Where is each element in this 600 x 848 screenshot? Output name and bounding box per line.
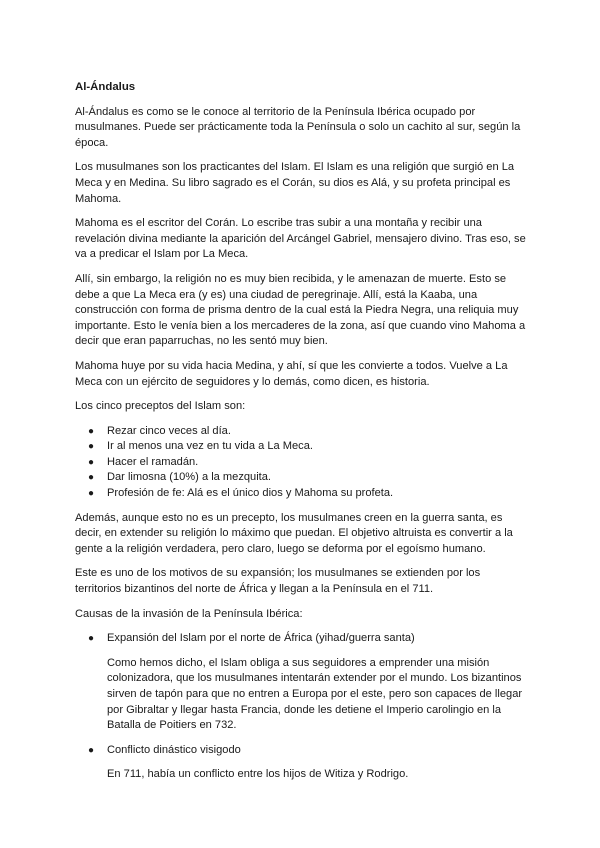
bullet-icon: ● bbox=[88, 425, 95, 437]
paragraph: Allí, sin embargo, la religión no es muy bien recibida, y le amenazan de muerte. Esto se debe a que La Meca era (y es) una ciudad de peregrinaje. Allí, está la Kaaba, una construcción con forma de prisma dentro de la cual está la Piedra Negra, una reliquia muy importante. Esto le venía bien a los mercaderes de la zona, así que cuando vino Mahoma a decir que eran paparruchas, no les sentó muy bien. bbox=[75, 272, 526, 348]
list-item bbox=[75, 470, 528, 486]
bullet-icon: ● bbox=[88, 441, 95, 453]
bullet-icon: ● bbox=[88, 633, 95, 645]
paragraph: Al-Ándalus es como se le conoce al territorio de la Península Ibérica ocupado por musulmanes. Puede ser prácticamente toda la Península o solo un cachito al sur, según la época. bbox=[75, 105, 521, 149]
paragraph: Mahoma es el escritor del Corán. Lo escribe tras subir a una montaña y recibir una revelación divina mediante la aparición del Arcángel Gabriel, mensajero divino. Tras eso, se va a predicar el Islam por La Meca. bbox=[75, 217, 526, 261]
paragraph: Los musulmanes son los practicantes del Islam. El Islam es una religión que surgió en La Meca y en Medina. Su libro sagrado es el Corán, su dios es Alá, y su profeta principal es Mahoma. bbox=[75, 161, 515, 205]
paragraph: Causas de la invasión de la Península Ibérica: bbox=[75, 607, 303, 620]
cause-title bbox=[75, 631, 528, 647]
list-item bbox=[75, 424, 528, 440]
cause-body: En 711, había un conflicto entre los hijos de Witiza y Rodrigo. bbox=[107, 768, 409, 781]
cause-title-text: Conflicto dinástico visigodo bbox=[107, 743, 241, 756]
document-title: Al-Ándalus bbox=[75, 81, 136, 93]
list-item-text: Profesión de fe: Alá es el único dios y Mahoma su profeta. bbox=[107, 487, 394, 500]
precepts-list bbox=[75, 424, 528, 502]
bullet-icon: ● bbox=[88, 744, 95, 756]
paragraph: Además, aunque esto no es un precepto, los musulmanes creen en la guerra santa, es decir, en extender su religión lo máximo que puedan. El objetivo altruista es convertir a la gente a la religión verdadera, pero claro, luego se deforma por el egoísmo humano. bbox=[75, 511, 513, 555]
bullet-icon: ● bbox=[88, 456, 95, 468]
cause-body: Como hemos dicho, el Islam obliga a sus seguidores a emprender una misión colonizadora, que los musulmanes intentarán extender por el mundo. Los bizantinos sirven de tapón para que no entren a Europa por el este, pero son capaces de llegar por Gibraltar y llegar hasta Francia, donde les detiene el Imperio carolingio en la Batalla de Poitiers en 732. bbox=[107, 656, 523, 732]
bullet-icon: ● bbox=[88, 472, 95, 484]
paragraph: Los cinco preceptos del Islam son: bbox=[75, 400, 246, 413]
list-item bbox=[75, 439, 528, 455]
cause-title bbox=[75, 743, 528, 759]
paragraph: Este es uno de los motivos de su expansión; los musulmanes se extienden por los territorios bizantinos del norte de África y llegan a la Península en el 711. bbox=[75, 567, 481, 596]
cause-title-text: Expansión del Islam por el norte de África (yihad/guerra santa) bbox=[107, 632, 415, 645]
list-item-text: Hacer el ramadán. bbox=[107, 455, 199, 468]
bullet-icon: ● bbox=[88, 488, 95, 500]
paragraph: Mahoma huye por su vida hacia Medina, y ahí, sí que les convierte a todos. Vuelve a La Meca con un ejército de seguidores y lo demás, como dicen, es historia. bbox=[75, 359, 508, 388]
list-item-text: Rezar cinco veces al día. bbox=[107, 424, 231, 437]
list-item-text: Dar limosna (10%) a la mezquita. bbox=[107, 471, 272, 484]
list-item-text: Ir al menos una vez en tu vida a La Meca. bbox=[107, 440, 313, 453]
list-item bbox=[75, 486, 528, 502]
list-item bbox=[75, 455, 528, 471]
